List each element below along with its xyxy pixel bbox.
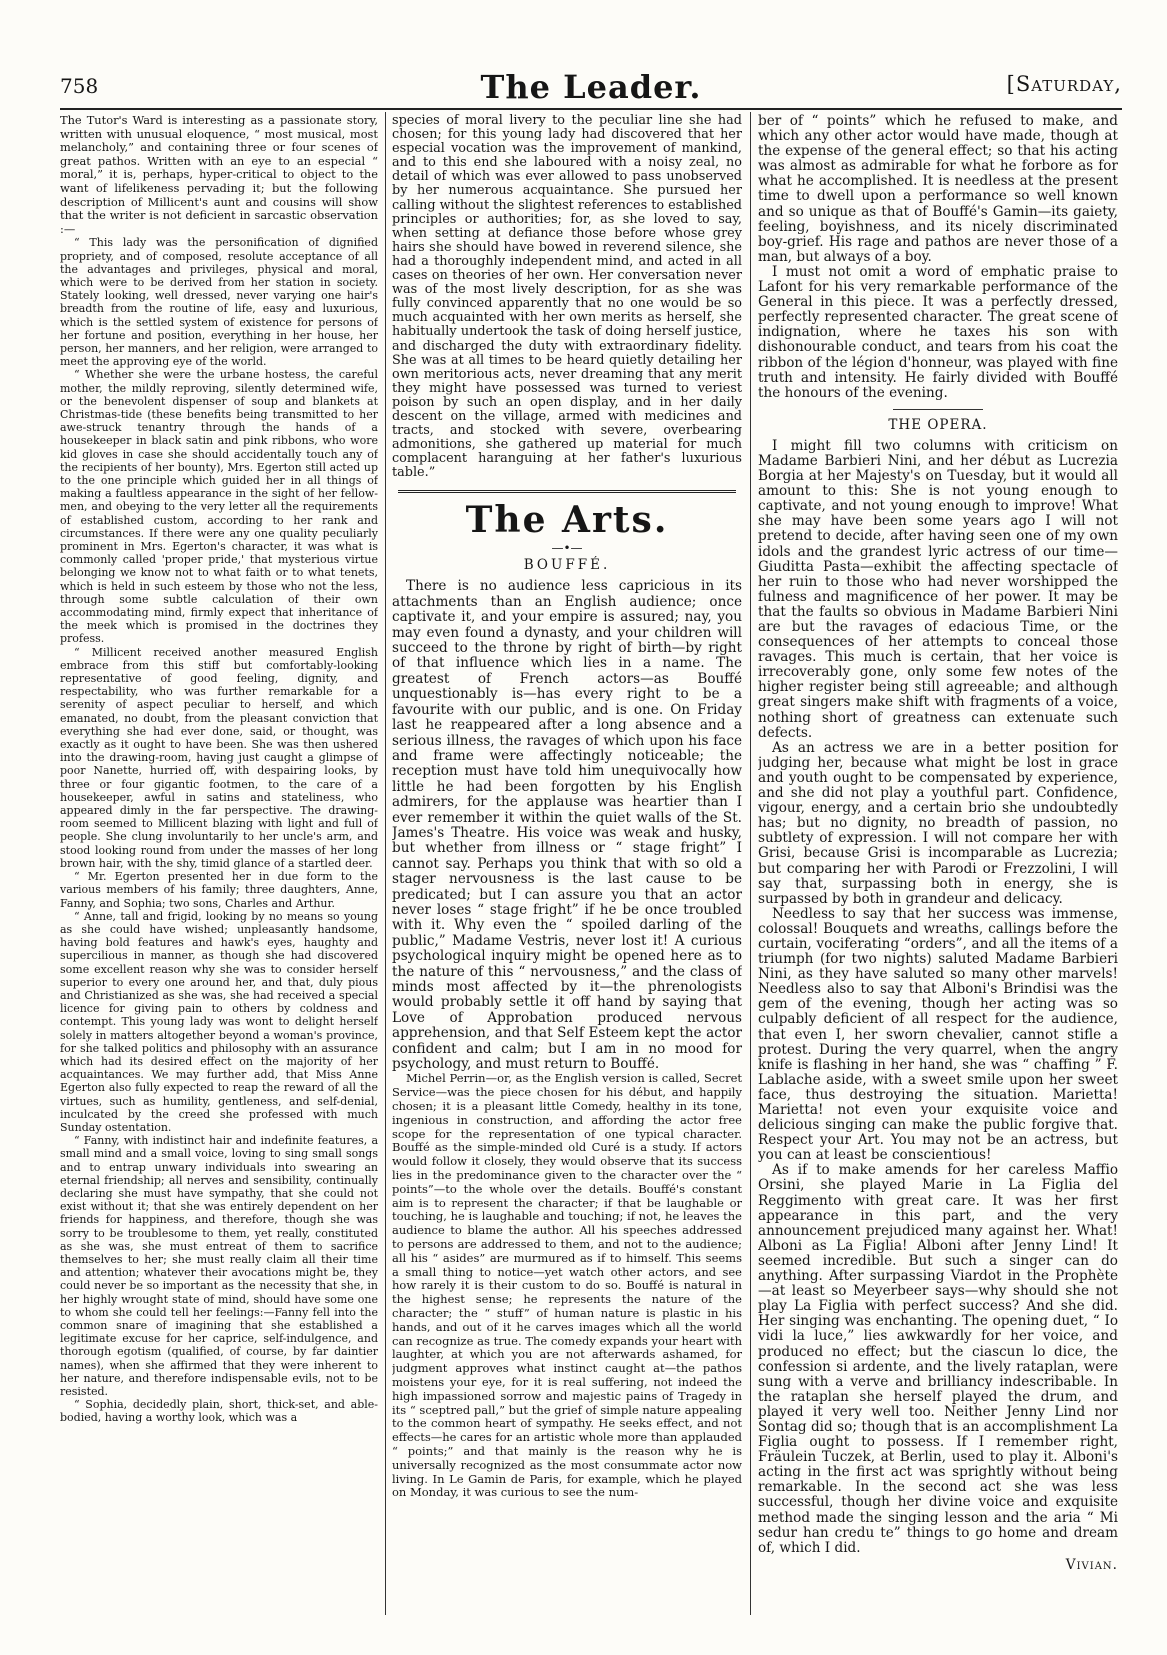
quote-paragraph: “ Millicent received another measured English embrace from this stiff but comfortably-looking representative of good feeling, dignity, and respectability, who was further remarkable for a serenity of aspect peculiar to herself, and which emanated, no doubt, from the pleasant conviction that everything she had ever done, said, or thought, was exactly as it ought to have been. She was then ushered into the drawing-room, having just caught a glimpse of poor Nanette, hurried off, with despairing looks, by three or four gigantic footmen, to the care of a housekeeper, awful in satins and stateliness, who appeared dimly in the far perspective. The drawing-room seemed to Millicent blazing with light and full of people. She clung involuntarily to her uncle's arm, and stood looking round from under the masses of her long brown hair, with the shy, timid glance of a startled deer.: [60, 645, 378, 870]
section-rule: [398, 490, 736, 493]
section-rule: [893, 409, 983, 410]
quote-paragraph: “ Fanny, with indistinct hair and indefinite features, a small mind and a small voice, loving to sing small songs and to entrap unwary individuals into swearing an eternal friendship; all nerves and sensibility, continually declaring she must have sympathy, that she could not exist without it; that she was entirely dependent on her friends for happiness, and therefore, though she was sorry to be troublesome to them, yet really, constituted as she was, she must entreat of them to sacrifice themselves to her; she must really claim all their time and attention; whatever their avocations might be, they could never be so important as the necessity that she, in her highly wrought state of mind, should have some one to whom she could tell her feelings:—Fanny fell into the common snare of imagining that she established a legitimate excuse for her caprice, self-indulgence, and thorough egotism (qualified, of course, by far daintier names), when she affirmed that they were inherent to her nature, and therefore indispensable evils, not to be resisted.: [60, 1134, 378, 1399]
article-paragraph: Michel Perrin—or, as the English version is called, Secret Service—was the piece chosen for his début, and happily chosen; it is a pleasant little Comedy, healthy in its tone, ingenious in construction, and affording the actor free scope for the representation of one typical character. Bouffé as the simple-minded old Curé is a study. If actors would follow it closely, they would observe that its success lies in the predominance given to the character over the “ points”—to the whole over the details. Bouffé's constant aim is to represent the character; if that be laughable or touching, he is laughable and touching; if not, he leaves the audience to blame the author. All his speeches addressed to persons are addressed to them, and not to the audience; all his “ asides” are murmured as if to himself. This seems a small thing to notice—yet watch other actors, and see how rarely it is their custom to do so. Bouffé is natural in the highest sense; he represents the nature of the character; the “ stuff” of human nature is plastic in his hands, and out of it he carves images which all the world can recognize as true. The comedy expands your heart with laughter, at which you are not afterwards ashamed, for judgment approves what instinct caught at—the pathos moistens your eye, for it is real suffering, not indeed the high impassioned sorrow and majestic pains of Tragedy in its “ sceptred pall,” but the grief of simple nature appealing to the common heart of sympathy. He seeks effect, and not effects—he cares for an artistic whole more than applauded “ points;” and that mainly is the reason why he is universally recognized as the most consummate actor now living. In Le Gamin de Paris, for example, which he played on Monday, it was curious to see the num-: [392, 1071, 742, 1500]
page-number: 758: [60, 74, 99, 98]
section-title-arts: The Arts.: [465, 499, 669, 542]
masthead-title: The Leader.: [480, 68, 702, 106]
ornament: —•—: [551, 541, 583, 556]
article-paragraph: I must not omit a word of emphatic praise to Lafont for his very remarkable performance of the General in this piece. It was a perfectly dressed, perfectly represented character. The great scene of indignation, where he taxes his son with dishonourable conduct, and tears from his coat the ribbon of the légion d'honneur, was played with fine truth and intensity. He fairly divided with Bouffé the honours of the evening.: [758, 263, 1118, 401]
column-divider: [385, 112, 386, 1615]
review-paragraph: The Tutor's Ward is interesting as a passionate story, written with unusual eloquence, “ most musical, most melancholy,” and containing three or four scenes of great pathos. Written with an eye to an especial “ moral,” it is, perhaps, hyper-critical to object to the want of lifelikeness pervading it; but the following description of Millicent's aunt and cousins will show that the writer is not deficient in sarcastic observation :—: [60, 114, 378, 236]
column-divider: [750, 112, 751, 1615]
header-rule: [60, 108, 1122, 110]
page-header: [60, 70, 1122, 110]
quote-paragraph: “ Mr. Egerton presented her in due form to the various members of his family; three daughters, Anne, Fanny, and Sophia; two sons, Charles and Arthur.: [60, 870, 378, 910]
author-signature: Vivian.: [1065, 1556, 1118, 1573]
article-paragraph: I might fill two columns with criticism on Madame Barbieri Nini, and her début as Lucrezia Borgia at her Majesty's on Tuesday, but it would all amount to this: She is not young enough to captivate, and not young enough to improve! What she may have been some years ago I will not pretend to decide, after having seen one of my own idols and the grandest lyric actress of our time—Giuditta Pasta—exhibit the affecting spectacle of her ruin to those who had never worshipped the fulness and magnificence of her power. It may be that the faults so obvious in Madame Barbieri Nini are but the ravages of edacious Time, or the consequences of her attempts to conceal those ravages. This much is certain, that her voice is irrecoverably gone, only some few notes of the higher register being still agreeable; and although great singers make shift with fragments of a voice, nothing short of greatness can extenuate such defects.: [758, 437, 1118, 741]
quote-continuation: species of moral livery to the peculiar line she had chosen; for this young lady had discovered that her especial vocation was the improvement of mankind, and to this end she laboured with a noisy zeal, no detail of which was ever allowed to pass unobserved by her numerous acquaintance. She pursued her calling without the slightest references to established principles or authorities; for, as she loved to say, when setting at defiance those before whose grey hairs she should have bowed in reverend silence, she had a thoroughly independent mind, and acted in all cases on theories of her own. Her conversation never was of the most lively description, for as she was fully convinced apparently that no one would be so much acquainted with her own merits as herself, she habitually undertook the task of doing herself justice, and discharged the duty with extraordinary fidelity. She was at all times to be heard quietly detailing her own meritorious acts, never dreaming that any merit they might have possessed was turned to veriest poison by such an open display, and in her daily descent on the village, armed with medicines and tracts, and stocked with severe, overbearing admonitions, she gathered up material for much complacent haranguing at her father's luxurious table.”: [392, 114, 742, 481]
column-3: [758, 114, 1118, 1615]
article-paragraph: As if to make amends for her careless Maffio Orsini, she played Marie in La Figlia del Reggimento with great care. It was her first appearance in this part, and the very announcement prejudiced many against her. What! Alboni as La Figlia! Alboni after Jenny Lind! It seemed incredible. But such a singer can do anything. After surpassing Viardot in the Prophète—at least so Meyerbeer says—why should she not play La Figlia with perfect success? And she did. Her singing was enchanting. The opening duet, “ Io vidi la luce,” lies awkwardly for her voice, and produced no effect; but the ciascun lo dice, the confession si ardente, and the lively rataplan, were sung with a verve and brilliancy indescribable. In the rataplan she herself played the drum, and played it very well too. Neither Jenny Lind nor Sontag did so; though that is an accomplishment La Figlia ought to possess. If I remember right, Fräulein Tuczek, at Berlin, used to play it. Alboni's acting in the first act was sprightly without being remarkable. In the second act she was less successful, though her divine voice and exquisite method made the singing lesson and the aria “ Mi sedur han credu te” things to go home and dream of, which I did.: [758, 1162, 1118, 1556]
column-2: [392, 114, 742, 1615]
quote-paragraph: “ This lady was the personification of dignified propriety, and of composed, resolute acceptance of all the advantages and privileges, physical and moral, which were to be derived from her station in society. Stately looking, well dressed, never varying one hair's breadth from the routine of life, easy and luxurious, which is the settled system of existence for persons of her fortune and position, everything in her house, her person, her manners, and her religion, were arranged to meet the approving eye of the world.: [60, 236, 378, 369]
quote-paragraph: “ Sophia, decidedly plain, short, thick-set, and able-bodied, having a worthy look, which was a: [60, 1398, 378, 1425]
quote-paragraph: “ Anne, tall and frigid, looking by no means so young as she could have wished; unpleasantly handsome, having bold features and hawk's eyes, haughty and supercilious in manner, as though she had discovered some excellent reason why she was to consider herself superior to every one around her, and that, duly pious and Christianized as she was, she had received a special licence for giving pain to others by coldness and contempt. This young lady was wont to delight herself solely in matters altogether beyond a woman's province, for she talked politics and philosophy with an assurance which had its desired effect on the majority of her acquaintances. We may further add, that Miss Anne Egerton also fully expected to reap the reward of all the virtues, such as humility, gentleness, and self-denial, inculcated by the creed she professed with much Sunday ostentation.: [60, 909, 378, 1134]
quote-paragraph: “ Whether she were the urbane hostess, the careful mother, the mildly reproving, silently determined wife, or the benevolent dispenser of soup and blankets at Christmas-tide (these benefits being transmitted to her awe-struck tenantry through the hands of a housekeeper in black satin and pink ribbons, who wore kid gloves in case she should accidentally touch any of the recipients of her bounty), Mrs. Egerton still acted up to the one principle which guided her in all things of making a faultless appearance in the sight of her fellow-men, and obeying to the very letter all the requirements of established custom, according to her rank and circumstances. If there were any one quality peculiarly prominent in Mrs. Egerton's character, it was what is commonly called 'proper pride,' that mysterious virtue belonging we know not to what faith or to what tenets, which is held in such esteem by those who not the less, through some subtle calculation of their own accommodating mind, firmly expect that inheritance of the meek which is promised in the doctrines they profess.: [60, 368, 378, 646]
section-title-opera: THE OPERA.: [888, 416, 988, 433]
article-paragraph: Needless to say that her success was immense, colossal! Bouquets and wreaths, callings before the curtain, vociferating “orders”, and all the items of a triumph (for two nights) saluted Madame Barbieri Nini, as they have saluted so many other marvels! Needless also to say that Alboni's Brindisi was the gem of the evening, though her acting was so culpably deficient of all respect for the audience, that even I, her sworn chevalier, cannot stifle a protest. During the very quarrel, when the angry knife is flashing in her hand, she was “ chaffing ” F. Lablache aside, with a sweet smile upon her sweet face, thus destroying the situation. Marietta! Marietta! not even your exquisite voice and delicious singing can make the public forgive that. Respect your Art. You may not be an actress, but you can at least be conscientious!: [758, 905, 1118, 1164]
article-paragraph: There is no audience less capricious in its attachments than an English audience; once captivate it, and your empire is assured; nay, you may even found a dynasty, and your children will succeed to the throne by right of birth—by right of that influence which lies in a name. The greatest of French actors—as Bouffé unquestionably is—has every right to be a favourite with our public, and is one. On Friday last he reappeared after a long absence and a serious illness, the ravages of which upon his face and frame were affectingly noticeable; the reception must have told him unequivocally how little he had been forgotten by his English admirers, for the applause was heartier than I ever remember it within the quiet walls of the St. James's Theatre. His voice was weak and husky, but whether from illness or “ stage fright” I cannot say. Perhaps you think that with so old a stager nervousness is the last cause to be predicated; but I can assure you that an actor never loses “ stage fright” if he be once troubled with it. Why even the “ spoiled darling of the public,” Madame Vestris, never lost it! A curious psychological inquiry might be opened here as to the nature of this “ nervousness,” and the class of minds most affected by it—the phrenologists would probably settle it off hand by saying that Love of Approbation produced nervous apprehension, and that Self Esteem kept the actor confident and calm; but I am in no mood for psychology, and must return to Bouffé.: [392, 578, 742, 1073]
article-subtitle: BOUFFÉ.: [523, 557, 611, 574]
header-day: [Saturday,: [1006, 72, 1122, 96]
article-paragraph: As an actress we are in a better position for judging her, because what might be lost in grace and youth ought to be compensated by experience, and she did not play a youthful part. Confidence, vigour, energy, and a certain brio she undoubtedly has; but no dignity, no breadth of passion, no subtlety of expression. I will not compare her with Grisi, because Grisi is incomparable as Lucrezia; but comparing her with Parodi or Frezzolini, I will say that, surpassing both in energy, she is surpassed by both in grandeur and delicacy.: [758, 739, 1118, 907]
column-1: [60, 114, 378, 1615]
article-paragraph: ber of “ points” which he refused to make, and which any other actor would have made, though at the expense of the general effect; so that his acting was almost as admirable for what he forbore as for what he accomplished. It is needless at the present time to dwell upon a performance so well known and so unique as that of Bouffé's Gamin—its gaiety, feeling, boyishness, and its nicely discriminated boy-grief. His rage and pathos are never those of a man, but always of a boy.: [758, 114, 1118, 265]
